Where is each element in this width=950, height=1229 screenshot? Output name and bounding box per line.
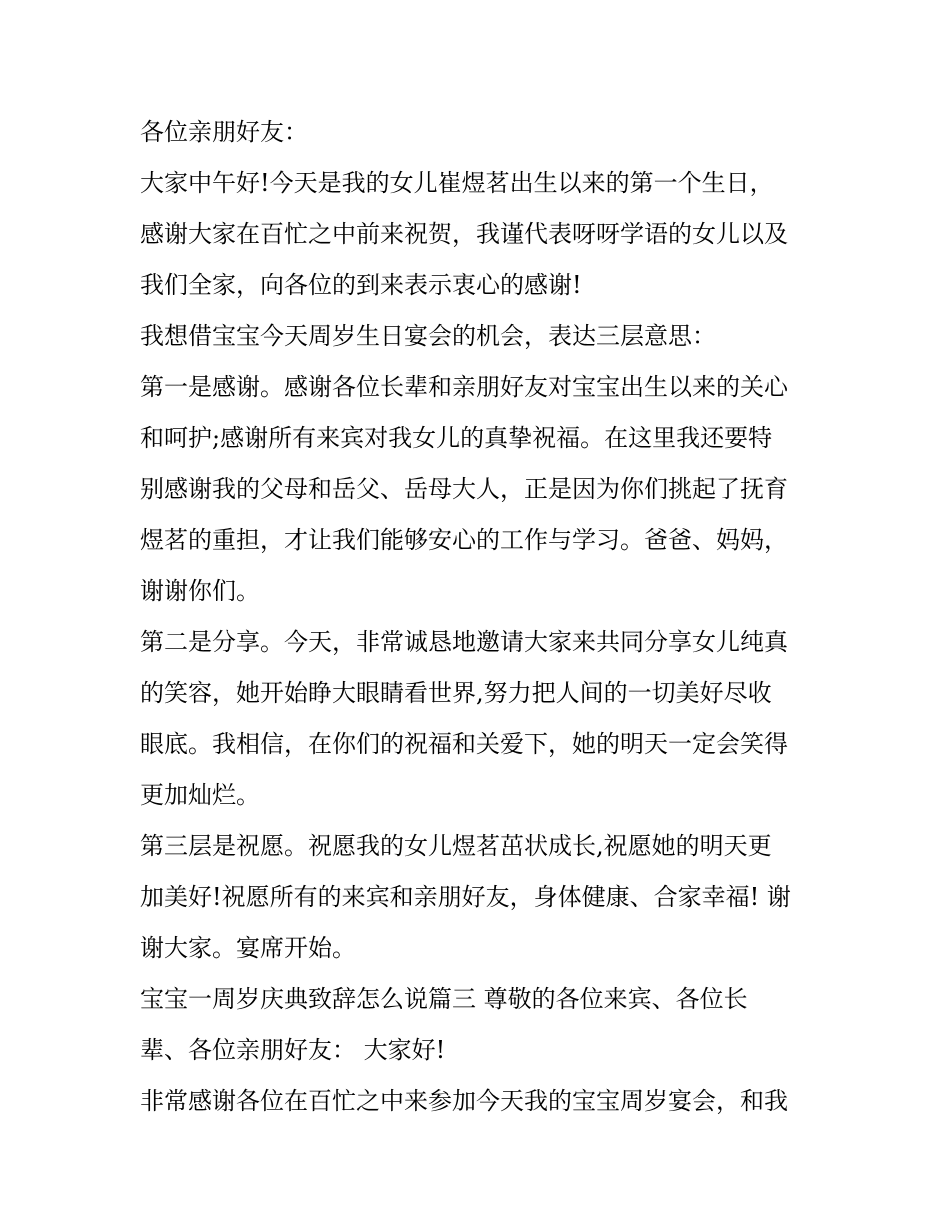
text-line: 的笑容，她开始睁大眼睛看世界,努力把人间的一切美好尽收: [140, 679, 772, 707]
text-line: 眼底。我相信，在你们的祝福和关爱下，她的明天一定会笑得: [140, 730, 788, 758]
text-line: 第二是分享。今天，非常诚恳地邀请大家来共同分享女儿纯真: [140, 628, 788, 656]
text-line: 感谢大家在百忙之中前来祝贺，我谨代表呀呀学语的女儿以及: [140, 220, 788, 248]
text-line: 加美好!祝愿所有的来宾和亲朋好友，身体健康、合家幸福! 谢: [140, 883, 791, 911]
text-line: 大家中午好!今天是我的女儿崔煜茗出生以来的第一个生日，: [140, 169, 774, 197]
text-line: 第三层是祝愿。祝愿我的女儿煜茗茁状成长,祝愿她的明天更: [140, 832, 772, 860]
text-line: 谢谢你们。: [140, 577, 260, 605]
text-line: 别感谢我的父母和岳父、岳母大人，正是因为你们挑起了抚育: [140, 475, 788, 503]
text-line: 和呵护;感谢所有来宾对我女儿的真挚祝福。在这里我还要特: [140, 424, 773, 452]
text-line: 我们全家，向各位的到来表示衷心的感谢!: [140, 271, 582, 299]
text-line: 更加灿烂。: [140, 781, 260, 809]
text-line: 我想借宝宝今天周岁生日宴会的机会，表达三层意思：: [140, 322, 716, 350]
text-line: 煜茗的重担，才让我们能够安心的工作与学习。爸爸、妈妈，: [140, 526, 788, 554]
text-line: 辈、各位亲朋好友： 大家好!: [140, 1036, 446, 1064]
text-line: 非常感谢各位在百忙之中来参加今天我的宝宝周岁宴会，和我: [140, 1087, 788, 1115]
text-line: 各位亲朋好友：: [140, 118, 308, 146]
text-line: 宝宝一周岁庆典致辞怎么说篇三 尊敬的各位来宾、各位长: [140, 985, 748, 1013]
text-line: 第一是感谢。感谢各位长辈和亲朋好友对宝宝出生以来的关心: [140, 373, 788, 401]
text-line: 谢大家。宴席开始。: [140, 934, 356, 962]
